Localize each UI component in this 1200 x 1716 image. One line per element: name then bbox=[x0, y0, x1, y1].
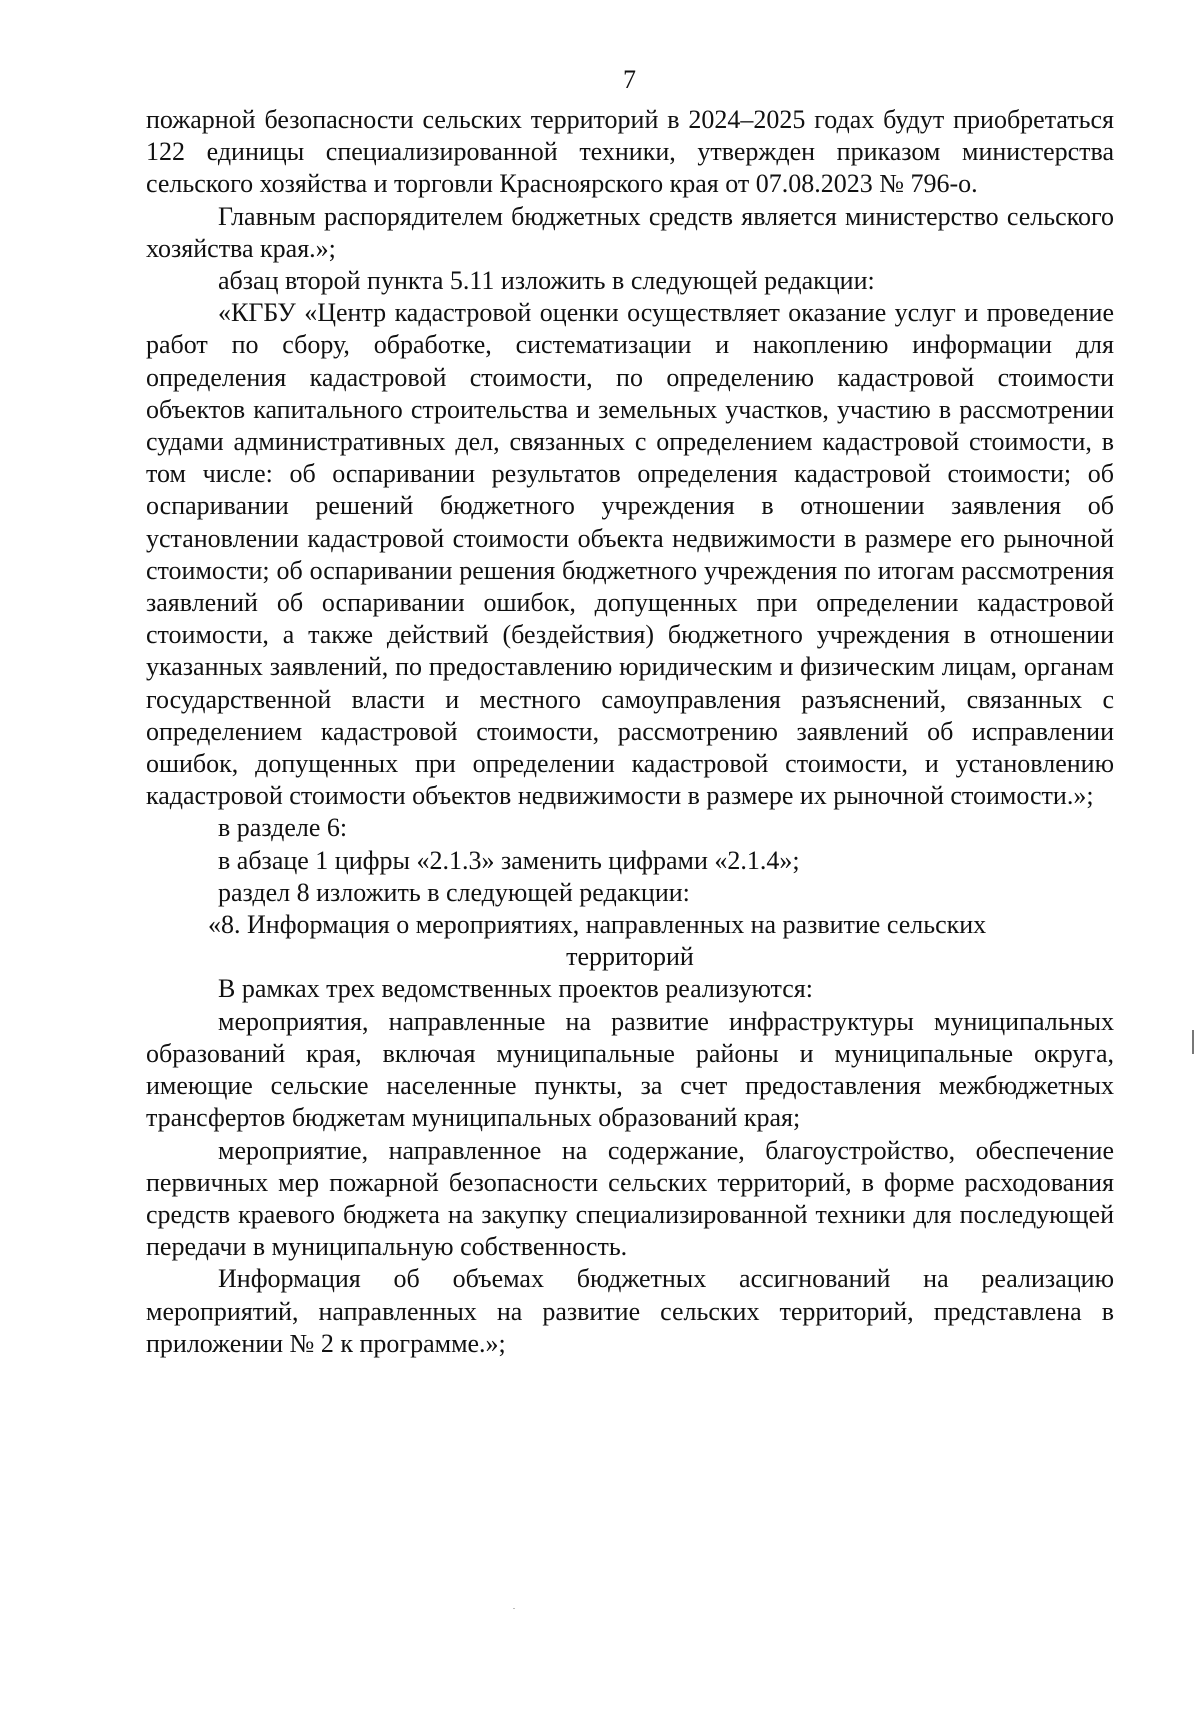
paragraph-continuation: пожарной безопасности сельских территорий в 2024–2025 годах будут приобретаться 122 единицы специализированной техники, утвержден приказом министерства сельского хозяйства и торговли Красноярского края от 07.08.2023 № 796-о. bbox=[146, 105, 1114, 199]
section-8-heading-line-1: «8. Информация о мероприятиях, направленных на развитие сельских bbox=[208, 910, 987, 940]
paragraph-section-8-intro: раздел 8 изложить в следующей редакции: bbox=[218, 877, 690, 907]
paragraph-infrastructure-measures: мероприятия, направленные на развитие инфраструктуры муниципальных образований края, включая муниципальные районы и муниципальные округа, имеющие сельские населенные пункты, за счет предоставления межбюджетных трансфертов бюджетам муниципальных образований края; bbox=[146, 1006, 1114, 1133]
paragraph-maintenance-measure: мероприятие, направленное на содержание, благоустройство, обеспечение первичных мер пожарной безопасности сельских территорий, в форме расходования средств краевого бюджета на закупку специализированной техники для последующей передачи в муниципальную собственность. bbox=[146, 1135, 1114, 1262]
paragraph-section-6: в разделе 6: bbox=[218, 813, 348, 843]
paragraph-budget-allocations: Информация об объемах бюджетных ассигнований на реализацию мероприятий, направленных на развитие сельских территорий, представлена в приложении № 2 к программе.»; bbox=[146, 1264, 1114, 1358]
section-8-heading-line-2: территорий bbox=[566, 942, 694, 972]
paragraph-amendment-5-11: абзац второй пункта 5.11 изложить в следующей редакции: bbox=[218, 266, 875, 296]
paragraph-kgbu-cadastral: «КГБУ «Центр кадастровой оценки осуществляет оказание услуг и проведение работ по сбору, обработке, систематизации и накоплению информации для определения кадастровой стоимости, по определению кадастровой стоимости объектов капитального строительства и земельных участков, участию в рассмотрении судами административных дел, связанных с определением кадастровой стоимости, в том числе: об оспаривании результатов определения кадастровой стоимости; об оспаривании решений бюджетного учреждения в отношении заявления об установлении кадастровой стоимости объекта недвижимости в размере его рыночной стоимости; об оспаривании решения бюджетного учреждения по итогам рассмотрения заявлений об оспаривании ошибок, допущенных при определении кадастровой стоимости, а также действий (бездействия) бюджетного учреждения в отношении указанных заявлений, по предоставлению юридическим и физическим лицам, органам государственной власти и местного самоуправления разъяснений, связанных с определением кадастровой стоимости, рассмотрению заявлений об исправлении ошибок, допущенных при определении кадастровой стоимости, и установлению кадастровой стоимости объектов недвижимости в размере их рыночной стоимости.»; bbox=[146, 298, 1114, 811]
paragraph-budget-manager: Главным распорядителем бюджетных средств является министерство сельского хозяйства края.»; bbox=[146, 201, 1114, 263]
page-number: 7 bbox=[623, 65, 636, 94]
margin-mark bbox=[1192, 1030, 1194, 1054]
scan-speck bbox=[513, 1608, 515, 1609]
paragraph-three-projects: В рамках трех ведомственных проектов реализуются: bbox=[218, 974, 813, 1004]
paragraph-section-6-change: в абзаце 1 цифры «2.1.3» заменить цифрами «2.1.4»; bbox=[218, 845, 800, 875]
document-body bbox=[146, 104, 1114, 1360]
